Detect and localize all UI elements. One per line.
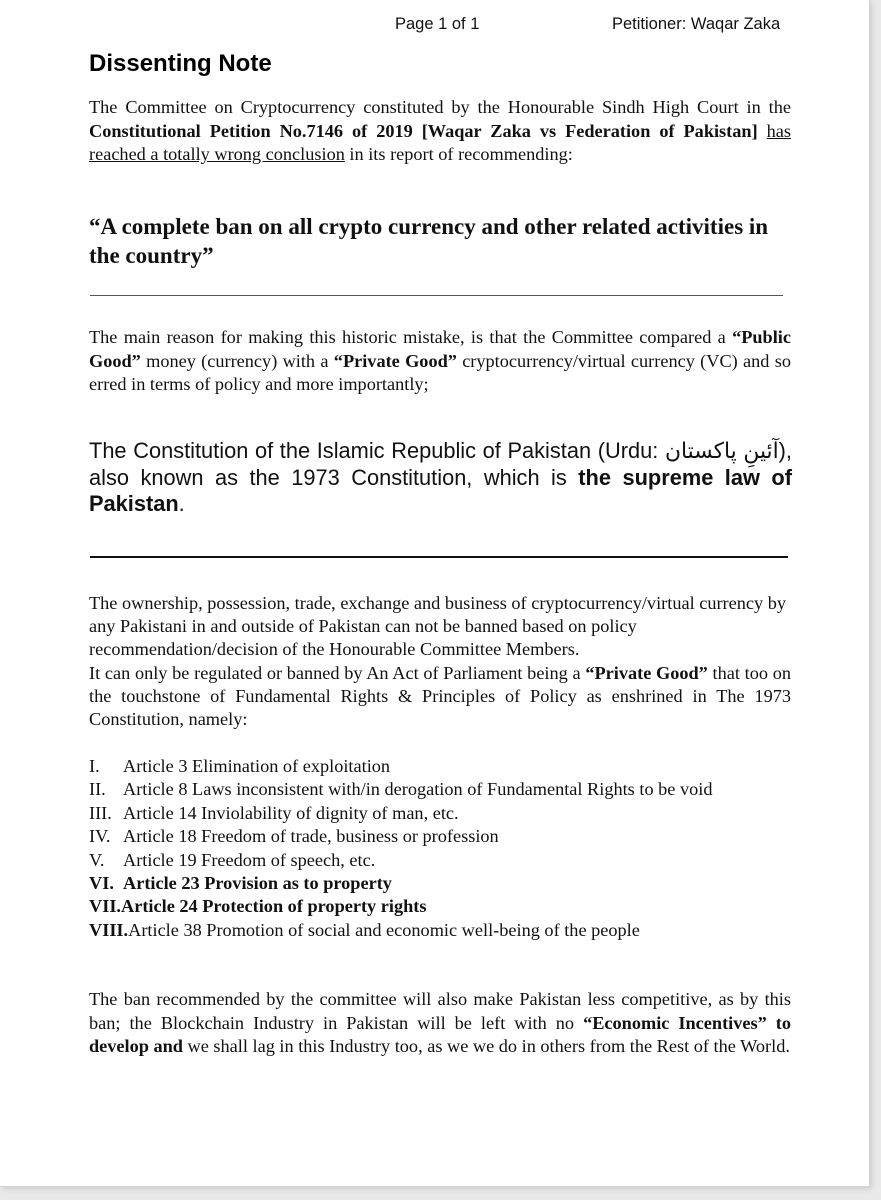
article-item bbox=[89, 825, 809, 848]
article-number: VII. bbox=[89, 896, 122, 917]
constitution-text-3: . bbox=[178, 491, 185, 516]
supreme-law-text: the supreme law of Pakistan bbox=[89, 464, 792, 516]
article-text: Article 19 Freedom of speech, etc. bbox=[123, 849, 376, 870]
private-good-term: “Private Good” bbox=[333, 350, 457, 371]
petition-reference: Constitutional Petition No.7146 of 2019 [Waqar Zaka vs Federation of Pakistan] bbox=[89, 120, 758, 141]
public-good-term: “Public Good” bbox=[89, 327, 791, 371]
article-text: Article 14 Inviolability of dignity of man, etc. bbox=[123, 802, 459, 823]
article-item bbox=[89, 919, 809, 942]
intro-paragraph bbox=[89, 96, 791, 167]
article-number: VI. bbox=[89, 873, 114, 894]
ownership-text-1: The ownership, possession, trade, exchange and business of cryptocurrency/virtual currency by any Pakistani in and outside of Pakistan can not be banned based on policy recommendation/decision of the Honourable Committee Members. bbox=[89, 593, 787, 660]
article-number: III. bbox=[89, 802, 112, 823]
urdu-name: آئینِ پاکستان bbox=[664, 438, 779, 463]
article-text: Article 23 Provision as to property bbox=[123, 873, 392, 894]
ownership-text-3: that too on the touchstone of Fundamental Rights & Principles of Policy as enshrined in The 1973 Constitution, namely: bbox=[89, 662, 791, 730]
wrong-conclusion-text: has reached a totally wrong conclusion bbox=[89, 120, 792, 164]
reason-text-1: The main reason for making this historic mistake, is that the Committee compared a bbox=[89, 327, 733, 347]
document-title: Dissenting Note bbox=[89, 50, 272, 77]
article-text: Article 24 Protection of property rights bbox=[121, 896, 427, 917]
article-item bbox=[89, 802, 809, 825]
divider-line bbox=[90, 295, 783, 296]
article-number: VIII. bbox=[89, 919, 129, 940]
constitution-text-1: The Constitution of the Islamic Republic of Pakistan (Urdu: bbox=[89, 438, 665, 463]
article-text: Article 38 Promotion of social and economic well-being of the people bbox=[128, 919, 640, 940]
article-number: I. bbox=[89, 756, 100, 776]
article-number: IV. bbox=[89, 826, 111, 847]
private-good-term-2: “Private Good” bbox=[585, 662, 708, 683]
page-number: Page 1 of 1 bbox=[395, 15, 480, 33]
economic-incentives-text: “Economic Incentives” to develop and bbox=[89, 1012, 791, 1056]
intro-text-1: The Committee on Cryptocurrency constituted by the Honourable Sindh High Court in the bbox=[89, 97, 791, 117]
conclusion-text-1: The ban recommended by the committee will also make Pakistan less competitive, as by this ban; the Blockchain Industry in Pakistan will be left with no bbox=[89, 989, 791, 1033]
conclusion-paragraph bbox=[89, 988, 791, 1059]
reason-text-2: money (currency) with a bbox=[140, 350, 334, 371]
ban-quote: “A complete ban on all crypto currency and other related activities in the country” bbox=[89, 214, 769, 268]
ownership-paragraph bbox=[89, 592, 791, 731]
article-number: II. bbox=[89, 779, 106, 800]
article-item bbox=[89, 895, 809, 918]
article-item bbox=[89, 778, 809, 801]
intro-text-2 bbox=[758, 121, 767, 141]
article-item bbox=[89, 755, 809, 778]
articles-list bbox=[89, 755, 809, 942]
conclusion-text-2: we shall lag in this Industry too, as we we do in others from the Rest of the World. bbox=[182, 1036, 790, 1056]
intro-text-3: in its report of recommending: bbox=[344, 144, 573, 164]
article-number: V. bbox=[89, 849, 105, 870]
article-item bbox=[89, 849, 809, 872]
constitution-paragraph bbox=[89, 438, 792, 518]
article-text: Article 8 Laws inconsistent with/in derogation of Fundamental Rights to be void bbox=[123, 779, 713, 800]
article-text: Article 18 Freedom of trade, business or profession bbox=[123, 826, 499, 847]
article-text: Article 3 Elimination of exploitation bbox=[123, 756, 391, 776]
petitioner-label: Petitioner: Waqar Zaka bbox=[612, 15, 781, 33]
constitution-text-2: ), also known as the 1973 Constitution, which is bbox=[89, 438, 792, 490]
ownership-text-2: It can only be regulated or banned by An Act of Parliament being a bbox=[89, 662, 586, 683]
reason-text-3: cryptocurrency/virtual currency (VC) and so erred in terms of policy and more importantly; bbox=[89, 350, 791, 394]
article-item bbox=[89, 872, 809, 895]
reason-paragraph bbox=[89, 326, 791, 397]
divider-line-bold bbox=[90, 556, 788, 558]
